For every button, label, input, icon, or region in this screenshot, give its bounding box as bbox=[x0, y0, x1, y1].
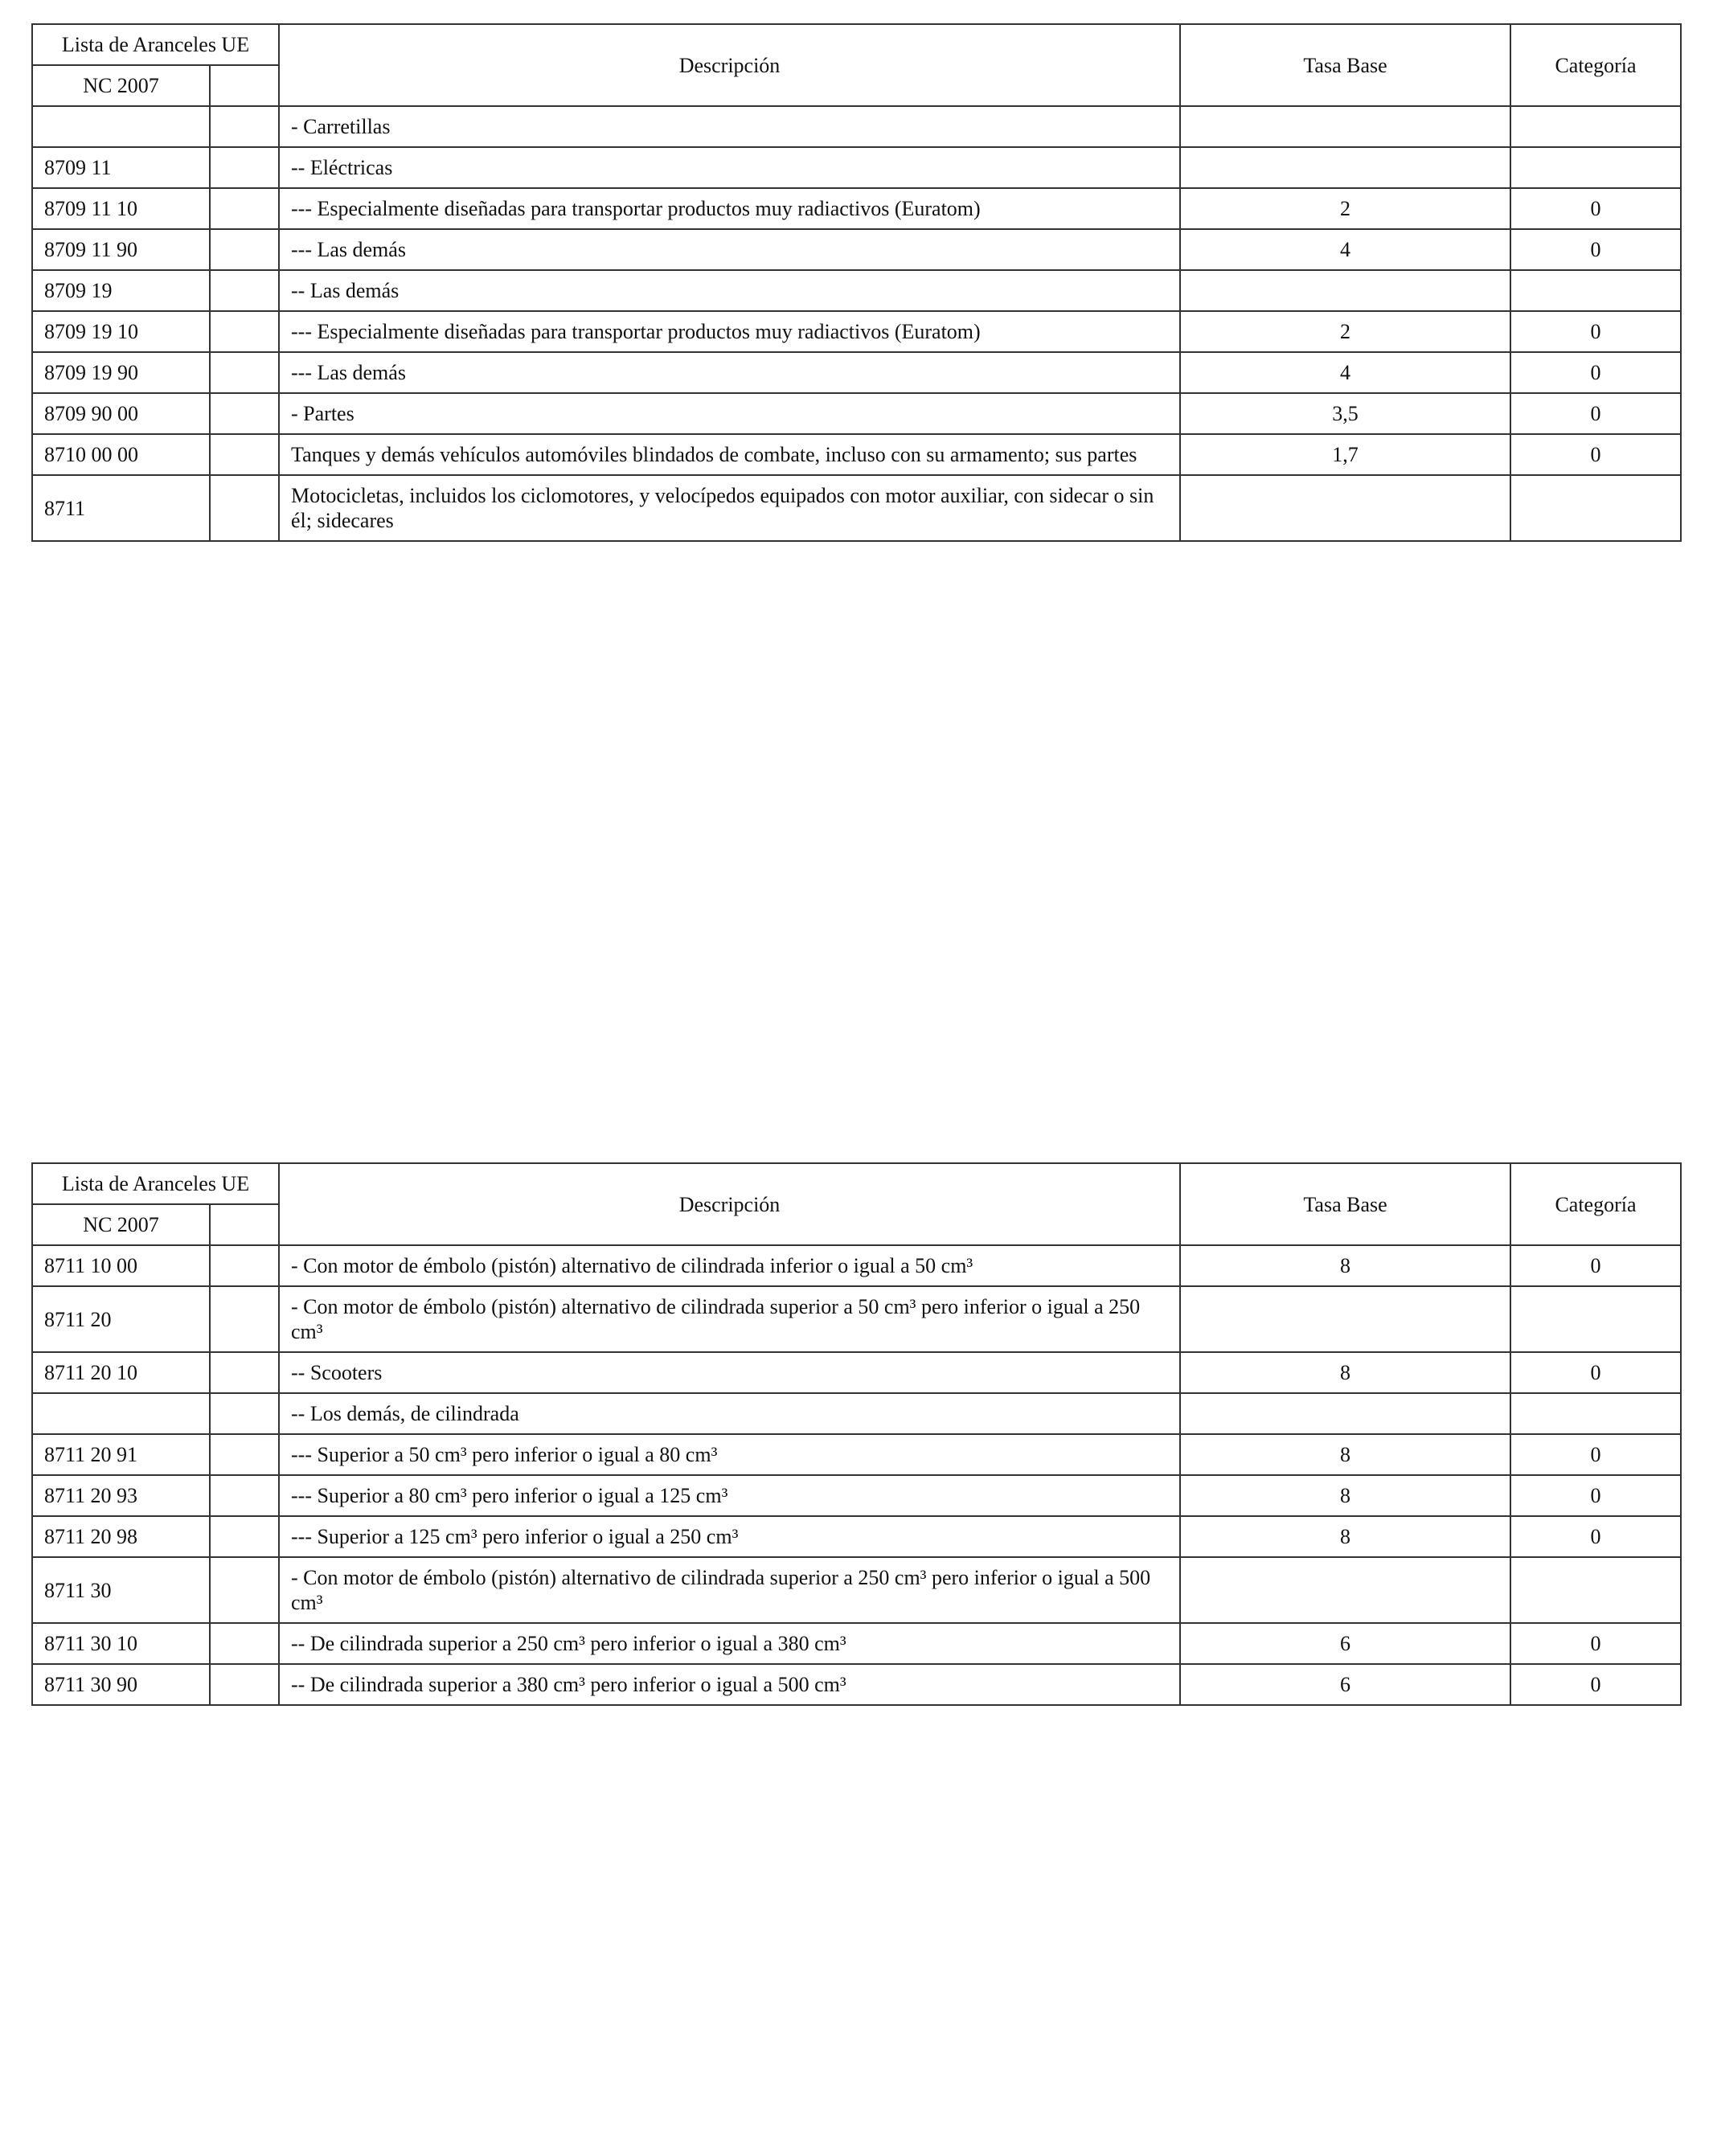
header-empty-subcell bbox=[210, 1204, 279, 1245]
tariff-code-cell: 8711 20 bbox=[32, 1286, 210, 1352]
table-row bbox=[32, 1516, 1681, 1557]
table-row bbox=[32, 229, 1681, 270]
tariff-subcode-cell bbox=[210, 147, 279, 188]
tariff-code-cell: 8711 30 bbox=[32, 1557, 210, 1623]
table-row bbox=[32, 475, 1681, 541]
header-nc-2007: NC 2007 bbox=[32, 1204, 210, 1245]
tariff-code-cell: 8709 19 90 bbox=[32, 352, 210, 393]
base-rate-cell bbox=[1180, 475, 1510, 541]
category-cell: 0 bbox=[1510, 1623, 1681, 1664]
description-cell: - Con motor de émbolo (pistón) alternativo de cilindrada inferior o igual a 50 cm³ bbox=[279, 1245, 1180, 1286]
base-rate-cell bbox=[1180, 106, 1510, 147]
tariff-subcode-cell bbox=[210, 1434, 279, 1475]
base-rate-cell: 1,7 bbox=[1180, 434, 1510, 475]
tariff-code-cell: 8710 00 00 bbox=[32, 434, 210, 475]
tariff-code-cell bbox=[32, 1393, 210, 1434]
description-cell: Tanques y demás vehículos automóviles blindados de combate, incluso con su armamento; sus partes bbox=[279, 434, 1180, 475]
description-cell: Motocicletas, incluidos los ciclomotores, y velocípedos equipados con motor auxiliar, con sidecar o sin él; sidecares bbox=[279, 475, 1180, 541]
header-category: Categoría bbox=[1510, 1163, 1681, 1245]
tariff-subcode-cell bbox=[210, 106, 279, 147]
tariff-code-cell bbox=[32, 106, 210, 147]
tariff-code-cell: 8711 20 98 bbox=[32, 1516, 210, 1557]
base-rate-cell bbox=[1180, 147, 1510, 188]
category-cell: 0 bbox=[1510, 1664, 1681, 1705]
category-cell: 0 bbox=[1510, 434, 1681, 475]
tariff-table-1 bbox=[31, 23, 1682, 542]
description-cell: - Partes bbox=[279, 393, 1180, 434]
description-cell: - Carretillas bbox=[279, 106, 1180, 147]
table-row bbox=[32, 1286, 1681, 1352]
tariff-subcode-cell bbox=[210, 270, 279, 311]
category-cell: 0 bbox=[1510, 352, 1681, 393]
category-cell: 0 bbox=[1510, 1352, 1681, 1393]
base-rate-cell: 8 bbox=[1180, 1352, 1510, 1393]
category-cell bbox=[1510, 270, 1681, 311]
tariff-subcode-cell bbox=[210, 1286, 279, 1352]
header-tariff-list: Lista de Aranceles UE bbox=[32, 24, 279, 65]
tariff-code-cell: 8709 90 00 bbox=[32, 393, 210, 434]
base-rate-cell bbox=[1180, 1393, 1510, 1434]
category-cell: 0 bbox=[1510, 1434, 1681, 1475]
tariff-code-cell: 8709 11 10 bbox=[32, 188, 210, 229]
category-cell: 0 bbox=[1510, 1245, 1681, 1286]
table-row bbox=[32, 352, 1681, 393]
tariff-subcode-cell bbox=[210, 1245, 279, 1286]
description-cell: -- De cilindrada superior a 380 cm³ pero inferior o igual a 500 cm³ bbox=[279, 1664, 1180, 1705]
base-rate-cell: 6 bbox=[1180, 1623, 1510, 1664]
description-cell: -- De cilindrada superior a 250 cm³ pero inferior o igual a 380 cm³ bbox=[279, 1623, 1180, 1664]
tariff-subcode-cell bbox=[210, 188, 279, 229]
base-rate-cell bbox=[1180, 270, 1510, 311]
table-row bbox=[32, 1475, 1681, 1516]
header-base-rate: Tasa Base bbox=[1180, 1163, 1510, 1245]
header-tariff-list: Lista de Aranceles UE bbox=[32, 1163, 279, 1204]
description-cell: --- Especialmente diseñadas para transportar productos muy radiactivos (Euratom) bbox=[279, 188, 1180, 229]
tariff-subcode-cell bbox=[210, 1557, 279, 1623]
base-rate-cell: 2 bbox=[1180, 188, 1510, 229]
tariff-code-cell: 8709 11 90 bbox=[32, 229, 210, 270]
base-rate-cell: 8 bbox=[1180, 1516, 1510, 1557]
tariff-code-cell: 8711 30 10 bbox=[32, 1623, 210, 1664]
base-rate-cell: 8 bbox=[1180, 1245, 1510, 1286]
tariff-subcode-cell bbox=[210, 475, 279, 541]
header-base-rate: Tasa Base bbox=[1180, 24, 1510, 106]
table-row bbox=[32, 1245, 1681, 1286]
tariff-code-cell: 8709 11 bbox=[32, 147, 210, 188]
tariff-code-cell: 8711 20 91 bbox=[32, 1434, 210, 1475]
tariff-subcode-cell bbox=[210, 1393, 279, 1434]
description-cell: --- Las demás bbox=[279, 229, 1180, 270]
tariff-subcode-cell bbox=[210, 311, 279, 352]
table-row bbox=[32, 270, 1681, 311]
tariff-table-2 bbox=[31, 1162, 1682, 1706]
table-body bbox=[32, 1245, 1681, 1705]
category-cell: 0 bbox=[1510, 1516, 1681, 1557]
category-cell bbox=[1510, 1286, 1681, 1352]
table-row bbox=[32, 1352, 1681, 1393]
description-cell: --- Las demás bbox=[279, 352, 1180, 393]
header-nc-2007: NC 2007 bbox=[32, 65, 210, 106]
table-row bbox=[32, 1557, 1681, 1623]
table-row bbox=[32, 147, 1681, 188]
tariff-code-cell: 8709 19 bbox=[32, 270, 210, 311]
tariff-code-cell: 8711 10 00 bbox=[32, 1245, 210, 1286]
tariff-subcode-cell bbox=[210, 1623, 279, 1664]
description-cell: --- Superior a 125 cm³ pero inferior o igual a 250 cm³ bbox=[279, 1516, 1180, 1557]
tariff-code-cell: 8711 30 90 bbox=[32, 1664, 210, 1705]
base-rate-cell bbox=[1180, 1286, 1510, 1352]
base-rate-cell: 6 bbox=[1180, 1664, 1510, 1705]
description-cell: --- Superior a 80 cm³ pero inferior o igual a 125 cm³ bbox=[279, 1475, 1180, 1516]
category-cell: 0 bbox=[1510, 229, 1681, 270]
description-cell: - Con motor de émbolo (pistón) alternativo de cilindrada superior a 250 cm³ pero inferior o igual a 500 cm³ bbox=[279, 1557, 1180, 1623]
tariff-subcode-cell bbox=[210, 393, 279, 434]
base-rate-cell: 8 bbox=[1180, 1475, 1510, 1516]
tariff-subcode-cell bbox=[210, 1475, 279, 1516]
description-cell: -- Los demás, de cilindrada bbox=[279, 1393, 1180, 1434]
table-row bbox=[32, 311, 1681, 352]
base-rate-cell: 4 bbox=[1180, 352, 1510, 393]
description-cell: --- Especialmente diseñadas para transportar productos muy radiactivos (Euratom) bbox=[279, 311, 1180, 352]
category-cell: 0 bbox=[1510, 393, 1681, 434]
description-cell: -- Scooters bbox=[279, 1352, 1180, 1393]
table-row bbox=[32, 106, 1681, 147]
base-rate-cell: 4 bbox=[1180, 229, 1510, 270]
tariff-code-cell: 8711 20 93 bbox=[32, 1475, 210, 1516]
header-description: Descripción bbox=[279, 24, 1180, 106]
category-cell bbox=[1510, 1557, 1681, 1623]
tariff-subcode-cell bbox=[210, 1664, 279, 1705]
tariff-subcode-cell bbox=[210, 1352, 279, 1393]
description-cell: -- Eléctricas bbox=[279, 147, 1180, 188]
header-category: Categoría bbox=[1510, 24, 1681, 106]
table-row bbox=[32, 393, 1681, 434]
header-empty-subcell bbox=[210, 65, 279, 106]
table-row bbox=[32, 1434, 1681, 1475]
table-row bbox=[32, 434, 1681, 475]
tariff-code-cell: 8709 19 10 bbox=[32, 311, 210, 352]
category-cell: 0 bbox=[1510, 188, 1681, 229]
tariff-code-cell: 8711 bbox=[32, 475, 210, 541]
category-cell bbox=[1510, 475, 1681, 541]
table-row bbox=[32, 1664, 1681, 1705]
description-cell: --- Superior a 50 cm³ pero inferior o igual a 80 cm³ bbox=[279, 1434, 1180, 1475]
category-cell bbox=[1510, 1393, 1681, 1434]
table-row bbox=[32, 1393, 1681, 1434]
category-cell: 0 bbox=[1510, 1475, 1681, 1516]
base-rate-cell: 8 bbox=[1180, 1434, 1510, 1475]
description-cell: -- Las demás bbox=[279, 270, 1180, 311]
category-cell bbox=[1510, 106, 1681, 147]
description-cell: - Con motor de émbolo (pistón) alternativo de cilindrada superior a 50 cm³ pero inferior o igual a 250 cm³ bbox=[279, 1286, 1180, 1352]
tariff-subcode-cell bbox=[210, 1516, 279, 1557]
tariff-subcode-cell bbox=[210, 229, 279, 270]
category-cell bbox=[1510, 147, 1681, 188]
tariff-subcode-cell bbox=[210, 352, 279, 393]
category-cell: 0 bbox=[1510, 311, 1681, 352]
base-rate-cell: 2 bbox=[1180, 311, 1510, 352]
tariff-subcode-cell bbox=[210, 434, 279, 475]
base-rate-cell: 3,5 bbox=[1180, 393, 1510, 434]
tariff-code-cell: 8711 20 10 bbox=[32, 1352, 210, 1393]
table-body bbox=[32, 106, 1681, 541]
header-description: Descripción bbox=[279, 1163, 1180, 1245]
table-row bbox=[32, 1623, 1681, 1664]
base-rate-cell bbox=[1180, 1557, 1510, 1623]
table-row bbox=[32, 188, 1681, 229]
